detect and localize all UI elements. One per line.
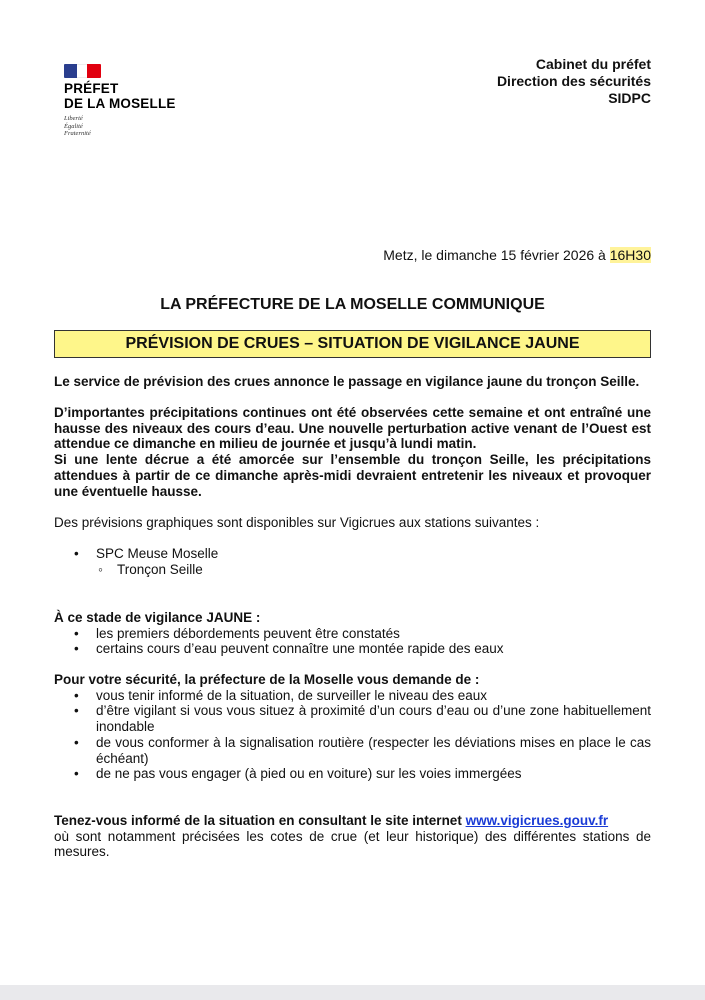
french-flag-icon	[64, 64, 101, 78]
list-item: • de ne pas vous engager (à pied ou en voiture) sur les voies immergées	[54, 766, 651, 782]
republic-motto: Liberté Égalité Fraternité	[64, 115, 91, 137]
list-item: • certains cours d’eau peuvent connaître une montée rapide des eaux	[54, 641, 651, 657]
safety-section	[54, 672, 651, 782]
logo-title: PRÉFET DE LA MOSELLE	[64, 81, 176, 111]
intro-paragraph: Le service de prévision des crues annonce le passage en vigilance jaune du tronçon Seille.	[54, 374, 640, 389]
vigicrues-link[interactable]: www.vigicrues.gouv.fr	[465, 813, 609, 828]
stations-list	[54, 546, 651, 577]
section-heading: À ce stade de vigilance JAUNE :	[54, 610, 261, 625]
service-line: SIDPC	[608, 90, 651, 106]
communique-title: LA PRÉFECTURE DE LA MOSELLE COMMUNIQUE	[160, 296, 545, 313]
vigilance-stage-section	[54, 610, 651, 657]
cabinet-line: Cabinet du préfet	[535, 56, 651, 72]
list-item: ◦ Tronçon Seille	[54, 562, 651, 578]
issuing-office	[497, 56, 651, 107]
info-footer: Tenez-vous informé de la situation en consultant le site internet www.vigicrues.gouv.fr où sont notamment précisées les cotes de crue (et leur historique) des différentes stations de mesures.	[54, 813, 651, 860]
graphs-intro: Des prévisions graphiques sont disponibles sur Vigicrues aux stations suivantes :	[54, 515, 540, 530]
list-item: • d’être vigilant si vous vous situez à proximité d’un cours d’eau ou d’une zone habituellement inondable	[54, 703, 651, 734]
situation-paragraph	[54, 405, 651, 499]
date-line: Metz, le dimanche 15 février 2026 à 16H30	[383, 247, 651, 263]
section-heading: Pour votre sécurité, la préfecture de la Moselle vous demande de :	[54, 672, 480, 687]
prefecture-logo	[64, 64, 214, 138]
list-item: • les premiers débordements peuvent être constatés	[54, 626, 651, 642]
situation-part2: Si une lente décrue a été amorcée sur l’ensemble du tronçon Seille, les précipitations attendues à partir de ce dimanche après-midi devraient entretenir les niveaux et provoquer une éventuelle hausse.	[54, 452, 651, 499]
situation-part1: D’importantes précipitations continues ont été observées cette semaine et ont entraîné une hausse des niveaux des cours d’eau. Une nouvelle perturbation active venant de l’Ouest est attendue ce dimanche en milieu de journée et jusqu’à lundi matin.	[54, 405, 651, 452]
time-highlight: 16H30	[609, 247, 651, 263]
list-item: • vous tenir informé de la situation, de surveiller le niveau des eaux	[54, 688, 651, 704]
direction-line: Direction des sécurités	[496, 73, 651, 89]
footer-rest: où sont notamment précisées les cotes de crue (et leur historique) des différentes stations de mesures.	[54, 828, 651, 860]
list-item: • SPC Meuse Moselle	[54, 546, 651, 562]
vigilance-banner: PRÉVISION DE CRUES – SITUATION DE VIGILANCE JAUNE	[54, 330, 651, 358]
list-item: • de vous conformer à la signalisation routière (respecter les déviations mises en place le cas échéant)	[54, 735, 651, 766]
